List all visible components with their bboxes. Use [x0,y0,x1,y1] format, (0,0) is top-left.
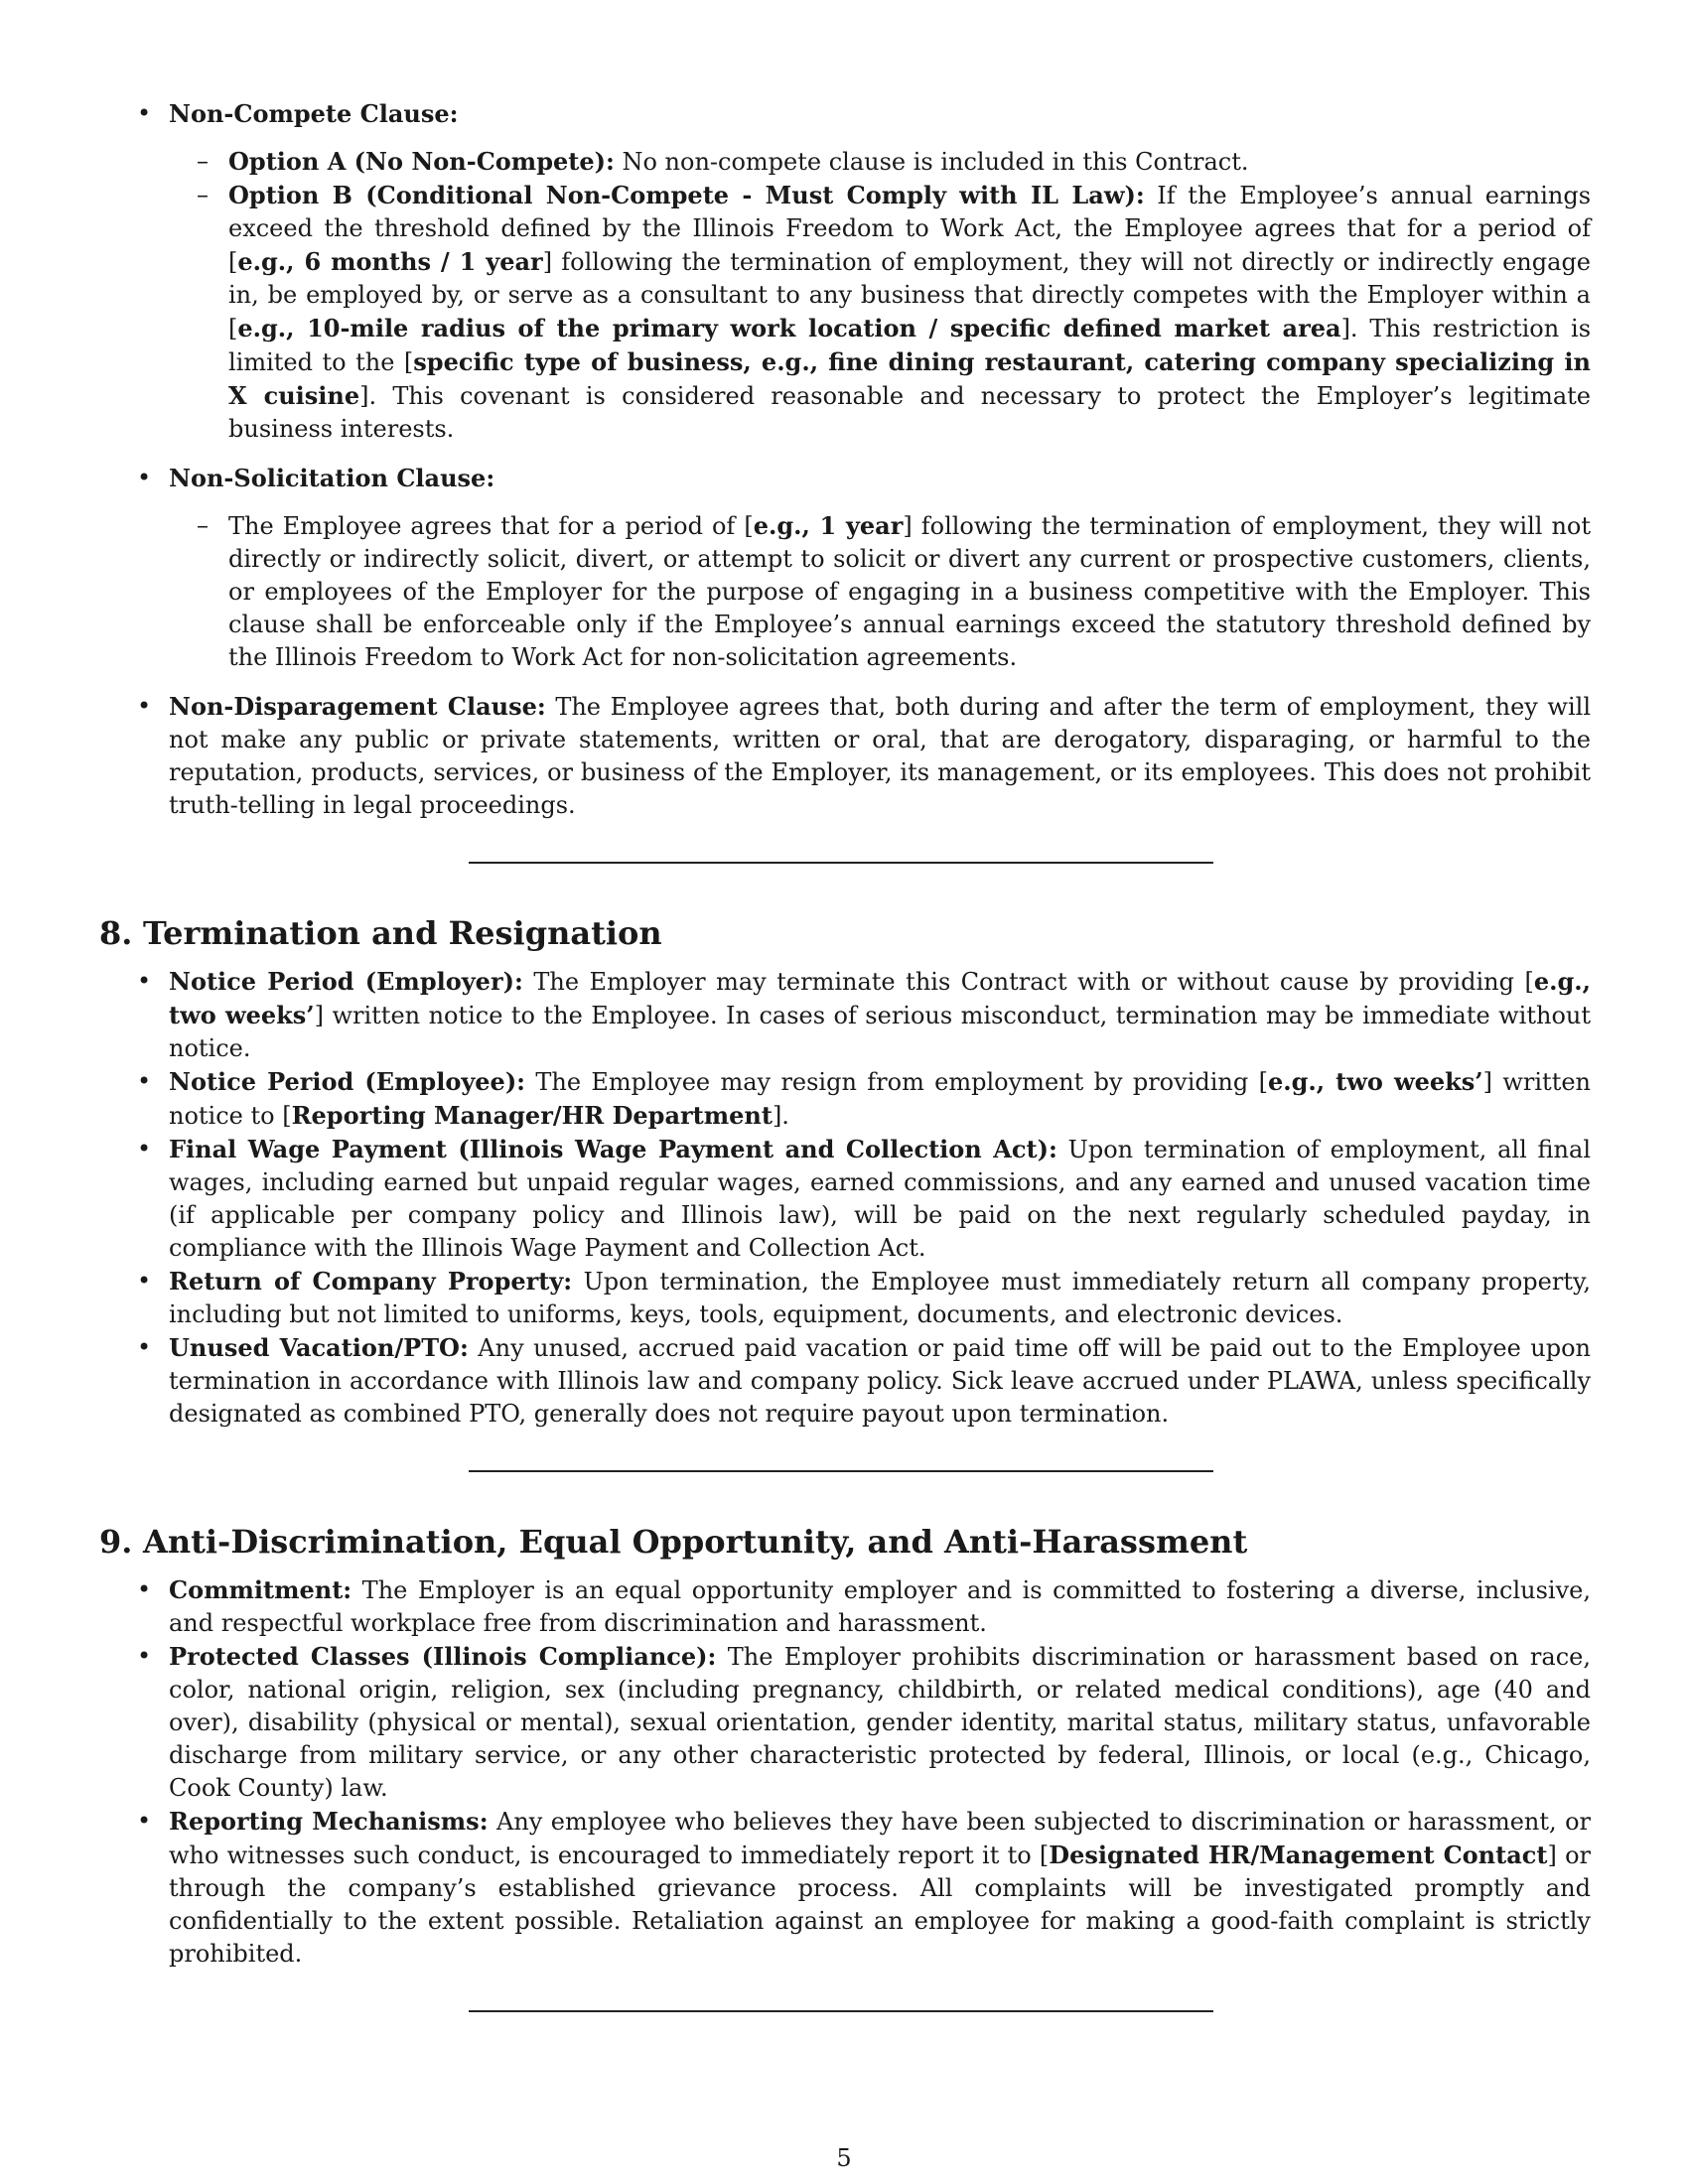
notice-employer-item [99,965,1591,1065]
notice-employee-label: Notice Period (Employee): [169,1067,526,1096]
notice-employee-text: ]. [772,1102,789,1130]
bullet-icon: • [137,692,152,720]
notice-employer-text: ] written notice to the Employee. In cases of serious misconduct, termination may be immediate without notice. [169,1002,1591,1062]
bullet-icon: • [137,99,152,127]
option-b-text: ] following the termination of employment, they will not directly or indirectly engage in, be employed by, or serve as a consultant to any business that directly competes with the Employer within a [ [228,248,1592,342]
section-9-heading [99,1522,1591,1562]
commitment-text: The Employer is an equal opportunity employer and is committed to fostering a diverse, inclusive, and respectful workplace free from discrimination and harassment. [169,1576,1591,1637]
notice-employer-text: The Employer may terminate this Contract with or without cause by providing [ [522,968,1534,996]
unused-vacation-item [99,1331,1591,1431]
protected-classes-text: The Employer prohibits discrimination or harassment based on race, color, national origin, religion, sex (including pregnancy, childbirth, or related medical conditions), age (40 and over), disability (physical or mental), sexual orientation, gender identity, marital status, military status, unfavorable discharge from military service, or any other characteristic protected by federal, Illinois, or local (e.g., Chicago, Cook County) law. [169,1643,1591,1802]
option-a-text: No non-compete clause is included in this Contract. [614,148,1249,176]
option-b-label: Option B (Conditional Non-Compete - Must Comply with IL Law): [228,181,1145,209]
bullet-icon: • [137,1807,152,1835]
nonsolicitation-text-item [99,509,1591,674]
option-b-text: ]. This covenant is considered reasonable and necessary to protect the Employer’s legitimate business interests. [228,382,1591,443]
notice-employee-text: ] written notice to [ [169,1068,1592,1130]
bullet-icon: • [137,1067,152,1095]
nondisparagement-item [99,690,1591,822]
section-9-title: Anti-Discrimination, Equal Opportunity, and Anti-Harassment [143,1523,1248,1561]
section-8-heading [99,913,1591,953]
protected-classes-label: Protected Classes (Illinois Compliance): [169,1642,717,1671]
noncompete-option-a [99,145,1591,179]
nonsolicitation-heading: Non-Solicitation Clause: [169,464,495,492]
bullet-icon: • [137,464,152,491]
notice-employee-item [99,1065,1591,1133]
notice-employee-text: The Employee may resign from employment by providing [ [525,1068,1268,1096]
noncompete-item [99,97,1591,131]
section-8-number: 8. [99,914,133,952]
notice-employer-label: Notice Period (Employer): [169,967,523,996]
section-divider [469,862,1213,864]
bullet-icon: • [137,1575,152,1603]
nondisparagement-text: The Employee agrees that, both during and after the term of employment, they will not make any public or private statements, written or oral, that are derogatory, disparaging, or harmful to the reputation, products, services, or business of the Employer, its management, or its employees. This does not prohibit truth-telling in legal proceedings. [169,693,1591,819]
protected-classes-item [99,1640,1591,1805]
unused-vacation-text: Any unused, accrued paid vacation or paid time off will be paid out to the Employee upon termination in accordance with Illinois law and company policy. Sick leave accrued under PLAWA, unless specifically designated as combined PTO, generally does not require payout upon termination. [169,1334,1591,1428]
commitment-item [99,1573,1591,1640]
reporting-mechanisms-text: ] or through the company’s established grievance process. All complaints will be investigated promptly and confidentially to the extent possible. Retaliation against an employee for making a good-faith complaint is strictly prohibited. [169,1842,1591,1968]
dash-icon: – [197,511,209,539]
bullet-icon: • [137,1333,152,1361]
reporting-contact-placeholder: Designated HR/Management Contact [1049,1841,1548,1869]
dash-icon: – [197,147,209,175]
nonsolicitation-item [99,462,1591,495]
final-wage-text: Upon termination of employment, all final wages, including earned but unpaid regular wages, earned commissions, and any earned and unused vacation time (if applicable per company policy and Illinois law), will be paid on the next regularly scheduled payday, in compliance with the Illinois Wage Payment and Collection Act. [169,1136,1591,1262]
section-divider [469,2010,1213,2012]
option-b-placeholder-period: e.g., 6 months / 1 year [237,247,543,276]
nonsolicitation-placeholder: e.g., 1 year [753,511,904,540]
reporting-mechanisms-item [99,1805,1591,1971]
section-divider [469,1470,1213,1472]
section-8-title: Termination and Resignation [143,914,662,952]
page-number: 5 [836,2144,852,2172]
notice-employer-placeholder: e.g., two weeks’ [169,967,1591,1029]
option-b-placeholder-area: e.g., 10-mile radius of the primary work location / specific defined market area [237,314,1341,342]
nonsolicitation-text: ] following the termination of employment, they will not directly or indirectly solicit, divert, or attempt to solicit or divert any current or prospective customers, clients, or employees of the Employer for the purpose of engaging in a business competitive with the Employer. This clause shall be enforceable only if the Employee’s annual earnings exceed the statutory threshold defined by the Illinois Freedom to Work Act for non-solicitation agreements. [228,512,1592,671]
company-property-label: Return of Company Property: [169,1267,573,1296]
dash-icon: – [197,181,209,208]
option-a-label: Option A (No Non-Compete): [228,147,615,176]
noncompete-heading: Non-Compete Clause: [169,99,459,128]
section-9-number: 9. [99,1523,133,1561]
page-content [99,97,1591,2012]
reporting-mechanisms-text: Any employee who believes they have been subjected to discrimination or harassment, or who witnesses such conduct, is encouraged to immediately report it to [ [169,1808,1591,1869]
notice-employee-placeholder: e.g., two weeks’ [1267,1067,1483,1096]
notice-employee-contact-placeholder: Reporting Manager/HR Department [291,1101,773,1130]
option-b-text: ]. This restriction is limited to the [ [228,315,1592,376]
final-wage-label: Final Wage Payment (Illinois Wage Payment and Collection Act): [169,1135,1057,1163]
bullet-icon: • [137,1135,152,1162]
nonsolicitation-text: The Employee agrees that for a period of [ [228,512,754,540]
bullet-icon: • [137,1642,152,1670]
option-b-placeholder-business: specific type of business, e.g., fine dining restaurant, catering company specializing in X cuisine [228,347,1591,410]
nondisparagement-label: Non-Disparagement Clause: [169,692,546,721]
option-b-text: If the Employee’s annual earnings exceed the threshold defined by the Illinois Freedom to Work Act, the Employee agrees that for a period of [ [228,182,1592,276]
noncompete-option-b [99,179,1591,446]
company-property-text: Upon termination, the Employee must immediately return all company property, including but not limited to uniforms, keys, tools, equipment, documents, and electronic devices. [169,1268,1591,1328]
bullet-icon: • [137,1267,152,1295]
reporting-mechanisms-label: Reporting Mechanisms: [169,1807,489,1836]
company-property-item [99,1265,1591,1331]
bullet-icon: • [137,967,152,995]
unused-vacation-label: Unused Vacation/PTO: [169,1333,469,1362]
final-wage-item [99,1133,1591,1265]
commitment-label: Commitment: [169,1575,352,1604]
